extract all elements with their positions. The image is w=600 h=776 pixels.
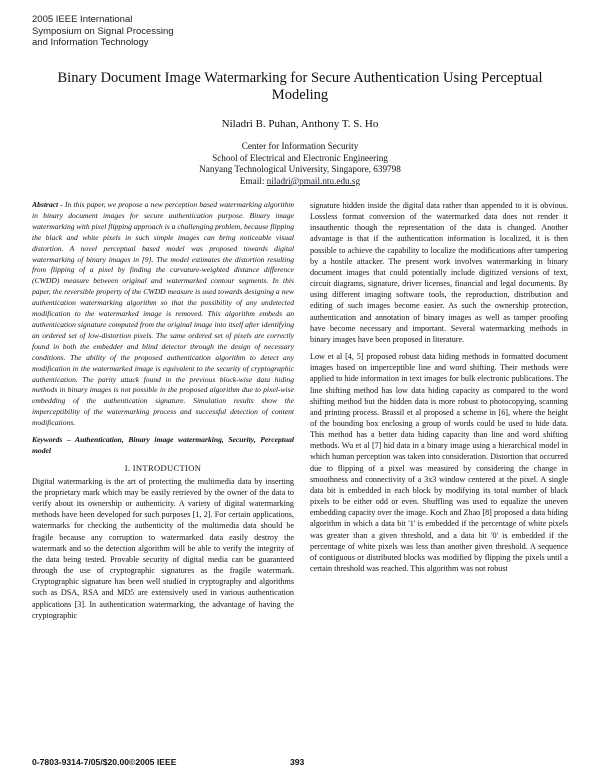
abstract-label: Abstract - <box>32 200 63 209</box>
page-number: 393 <box>290 757 305 767</box>
right-column <box>310 200 568 580</box>
keywords <box>32 435 294 457</box>
email-line <box>0 176 600 188</box>
intro-paragraph-1: Digital watermarking is the art of protecting the multimedia data by inserting the proprietary mark which may be easily retrieved by the owner of the data to verify about its ownership or authenticity. A variety of digital watermarking methods have been developed for such purposes [1, 2]. For certain applications, watermarks for checking the authenticity of the multimedia data should be fragile because any corruption to watermarked data easily destroy the watermark and so the detection algorithm will be able to verify the integrity of the data being tested. Provable security of digital media can be guaranteed through the use of cryptographic signatures as the fragile watermark. Cryptographic signature has been well studied in cryptography and algorithms such as DSA, RSA and MD5 are extensively used in various authentication applications [3]. In authentication watermarking, the advantage of having the cryptographic <box>32 476 294 620</box>
keywords-label: Keywords <box>32 435 63 445</box>
section-heading-introduction: I. INTRODUCTION <box>124 462 202 473</box>
email-label: Email: <box>239 175 267 186</box>
conference-line-1: 2005 IEEE International <box>32 14 133 25</box>
right-paragraph-1: signature hidden inside the digital data rather than appended to it is obvious. Lossless format conversion of the watermarked data does not render it insauthentic though the representation of the data is changed. Another advantage is that if the authentication information is localized, it is then possible to achieve the capability to localize the modifications after tampering by a hostile attacker. The present work involves watermarking in binary document images that could potentially include digitized versions of text, circuit diagrams, signature, driver licenses, financial and legal documents. By using different imaging software tools, the reproduction, distribution and editing of such images become easier. As such the ownership protection, authentication and annotation of binary images as well as tamper proofing have become necessary and important. Several watermarking methods in binary images have been proposed in literature. <box>310 201 568 344</box>
affiliation-university: Nanyang Technological University, Singapore, 639798 <box>199 164 401 174</box>
affiliation-center: Center for Information Security <box>241 141 359 151</box>
keywords-text: – Authentication, Binary image watermarking, Security, Perceptual model <box>32 435 294 455</box>
affiliation-school: School of Electrical and Electronic Engineering <box>212 152 388 163</box>
paper-title: Binary Document Image Watermarking for Secure Authentication Using Perceptual Modeling <box>57 70 543 103</box>
email-link[interactable]: niladri@pmail.ntu.edu.sg <box>266 175 361 186</box>
conference-line-2: Symposium on Signal Processing <box>32 25 174 37</box>
footer-isbn: 0-7803-9314-7/05/$20.00©2005 IEEE <box>32 757 177 767</box>
abstract-text: In this paper, we propose a new perception based watermarking algorithm in binary document images for secure authentication purpose. Binary image watermarking with pixel flipping approach is a challenging problem, because flipping the black and white pixels in such simple images can bring noticeable visual distortion. A novel perceptual based model was proposed towards digital watermarking of binary images in [9]. The model estimates the distortion resulting from flipping of a pixel by finding the curvature-weighted distance difference (CWDD) measure between original and watermarked contour segments. In this paper, the reversible property of the CWDD measure is used towards designing a new authentication watermarking algorithm so that the possibility of any undetected modification to the watermarked image is removed. This algorithm embeds an authentication signature computed from the original image into itself after identifying an ordered set of low-distortion pixels. The same ordered set of pixels are correctly found in both the embedder and blind detector through the design of necessary conditions. The ability of the proposed authentication algorithm to detect any modification in the watermarked image is equivalent to the security of cryptographic authentication. The parity attack found in the previous block-wise data hiding methods in binary images is not possible in the proposed algorithm due to pixel-wise embedding of the authentication signature. Simulation results show the imperceptibility of the watermarking process and successful detection of content modifications. <box>32 200 295 428</box>
paper-authors: Niladri B. Puhan, Anthony T. S. Ho <box>221 118 379 130</box>
left-column <box>32 200 294 627</box>
conference-header <box>32 14 272 49</box>
abstract <box>32 200 294 429</box>
affiliation-block <box>0 141 600 187</box>
conference-line-3: and Information Technology <box>32 37 149 48</box>
right-paragraph-2: Low et al [4, 5] proposed robust data hiding methods in formatted document images based on imperceptible line and word shifting. Their methods were applied to hide information in text images for bulk electronic publications. The line shifting method has low data hiding capacity as compared to the word shifting method but the hidden data is more robust to photocopying, scanning and printing process. Brassil et al proposed a scheme in [6], where the height of the bounding box enclosing a group of words could be used to hide data. This method has a better data hiding capacity than line and word shifting methods. Wu et al [7] hid data in a binary image using a hierarchical model in which human perception was taken into consideration. Distortion that occurred due to flipping of a pixel was measured by considering the change in smoothness and connectivity of a 3x3 window centered at the pixel. A single data bit is embedded in each block by modifying its total number of black pixels to be either odd or even. Shuffling was used to equalize the uneven embedding capacity over the image. Koch and Zhao [8] proposed a data hiding algorithm in which a data bit '1' is embedded if the percentage of white pixels was greater than a given threshold, and a data bit '0' is embedded if the percentage of white pixels was less than another given threshold. A sequence of contiguous or distributed blocks was modified by flipping the pixels until a certain threshold was reached. This algorithm was not robust <box>310 352 568 573</box>
